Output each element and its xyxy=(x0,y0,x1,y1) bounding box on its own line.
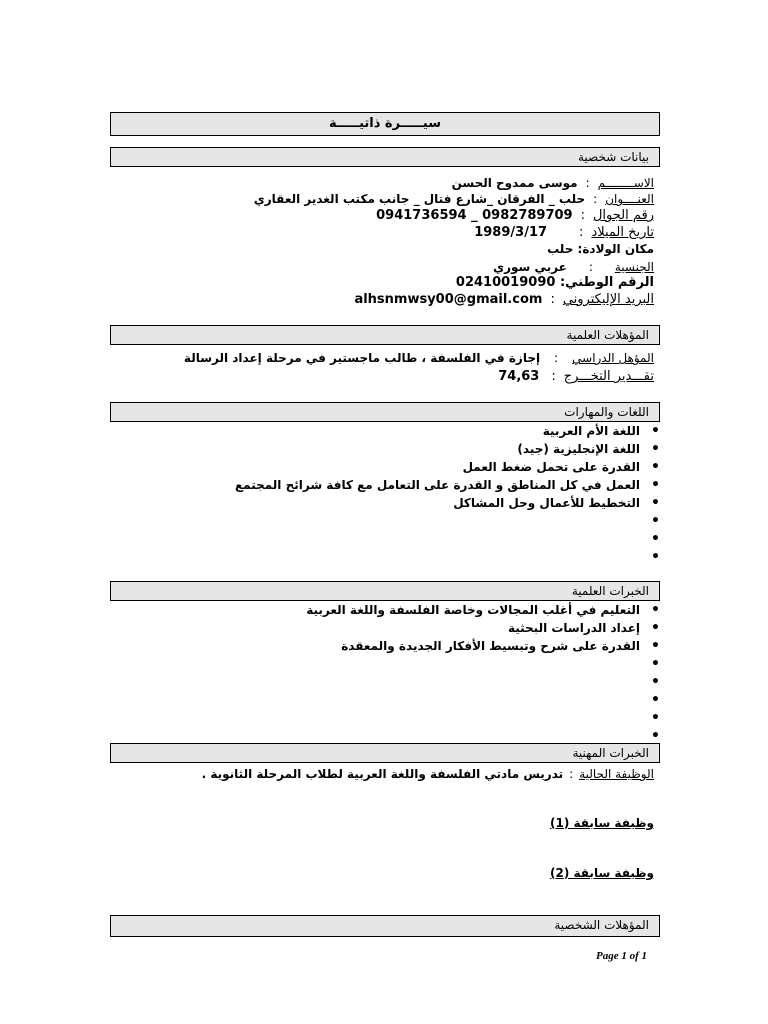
scientific-list xyxy=(306,602,660,746)
personal-row-email xyxy=(354,292,654,308)
row-label: الرقم الوطني xyxy=(565,275,654,290)
list-item: • اللغة الإنجليزية (جيد) xyxy=(235,441,660,459)
row-sep: : xyxy=(569,767,574,781)
personal-row-address xyxy=(254,191,654,207)
list-item: • التعليم في أغلب المجالات وخاصة الفلسفة واللغة العربية xyxy=(306,602,660,620)
list-item: • العمل في كل المناطق و القدرة على التعامل مع كافة شرائح المجتمع xyxy=(235,477,660,495)
list-item: • القدرة على شرح وتبسيط الأفكار الجديدة والمعقدة xyxy=(306,638,660,656)
row-sep: : xyxy=(588,260,593,274)
row-sep: : xyxy=(577,242,583,256)
row-sep: : xyxy=(551,369,556,384)
row-label: رقم الجوال xyxy=(592,208,654,223)
personal-row-birthplace xyxy=(547,241,654,257)
row-value: عربي سوري xyxy=(493,260,567,274)
section-header-personal xyxy=(110,147,660,167)
list-item: • إعداد الدراسات البحثية xyxy=(306,620,660,638)
education-row-grade xyxy=(498,369,654,385)
skills-list xyxy=(235,423,660,567)
list-item xyxy=(235,531,660,549)
list-item xyxy=(235,549,660,567)
row-value: تدريس مادتي الفلسفة واللغة العربية لطلاب المرحلة الثانوية . xyxy=(201,767,564,781)
section-header-personal-qualifications xyxy=(110,915,660,937)
section-header-professional xyxy=(110,743,660,763)
row-label: الاســــــــم xyxy=(597,176,654,190)
section-header-education xyxy=(110,325,660,345)
list-item: • القدرة على تحمل ضغط العمل xyxy=(235,459,660,477)
personal-row-birthdate xyxy=(474,225,654,241)
section-title: المؤهلات الشخصية xyxy=(554,918,649,932)
list-item xyxy=(306,710,660,728)
section-title: الخبرات العلمية xyxy=(571,584,649,598)
section-title: الخبرات المهنية xyxy=(572,746,649,760)
row-label: المؤهل الدراسي xyxy=(572,351,654,365)
row-value: موسى ممدوح الحسن xyxy=(451,176,578,190)
row-label: الجنسية xyxy=(614,260,654,274)
list-item xyxy=(306,674,660,692)
list-item: • اللغة الأم العربية xyxy=(235,423,660,441)
row-sep: : xyxy=(579,225,584,240)
row-sep: : xyxy=(585,176,590,190)
row-sep: : xyxy=(559,275,566,290)
education-row-degree xyxy=(184,350,654,366)
row-sep: : xyxy=(593,192,598,206)
list-item xyxy=(306,656,660,674)
previous-job-1: وظيفة سابقة (1) xyxy=(550,816,654,830)
section-header-skills xyxy=(110,402,660,422)
row-value: 1989/3/17 xyxy=(474,225,548,240)
previous-job-2: وظيفة سابقة (2) xyxy=(550,866,654,880)
personal-row-national-id xyxy=(456,275,654,291)
section-title: بيانات شخصية xyxy=(578,150,649,164)
row-value: 74,63 xyxy=(498,369,540,384)
row-label: العنــــوان xyxy=(605,192,654,206)
row-label: تاريخ الميلاد xyxy=(591,225,654,240)
list-item: • التخطيط للأعمال وحل المشاكل xyxy=(235,495,660,513)
personal-row-name xyxy=(452,175,654,191)
personal-row-phone xyxy=(376,208,654,224)
row-label: البريد الإليكتروني xyxy=(562,292,654,307)
cv-title-box xyxy=(110,112,660,136)
row-label: الوظيفة الحالية xyxy=(579,767,654,781)
page-footer: Page 1 of 1 xyxy=(596,950,648,962)
row-sep: : xyxy=(554,351,559,365)
section-title: اللغات والمهارات xyxy=(564,405,649,419)
personal-row-nationality xyxy=(493,259,654,275)
row-label: تقـــدير التخـــرج xyxy=(563,369,654,384)
row-sep: : xyxy=(580,208,585,223)
row-label: مكان الولادة xyxy=(582,242,654,256)
email-link[interactable]: alhsnmwsy00@gmail.com xyxy=(354,292,543,307)
row-value: حلب _ الفرقان _شارع فتال _ جانب مكتب الغدير العقاري xyxy=(253,192,586,206)
row-value: 02410019090 xyxy=(455,275,556,290)
list-item xyxy=(235,513,660,531)
list-item xyxy=(306,692,660,710)
professional-current-job xyxy=(202,766,654,782)
section-title: المؤهلات العلمية xyxy=(566,328,649,342)
row-value: 0941736594 _ 0982789709 xyxy=(376,208,573,223)
section-header-scientific xyxy=(110,581,660,601)
row-value: حلب xyxy=(547,242,574,256)
row-value: إجازة في الفلسفة ، طالب ماجستير في مرحلة إعداد الرسالة xyxy=(183,351,541,365)
cv-title: سيـــــرة ذاتيـــــة xyxy=(328,116,441,131)
row-sep: : xyxy=(550,292,555,307)
